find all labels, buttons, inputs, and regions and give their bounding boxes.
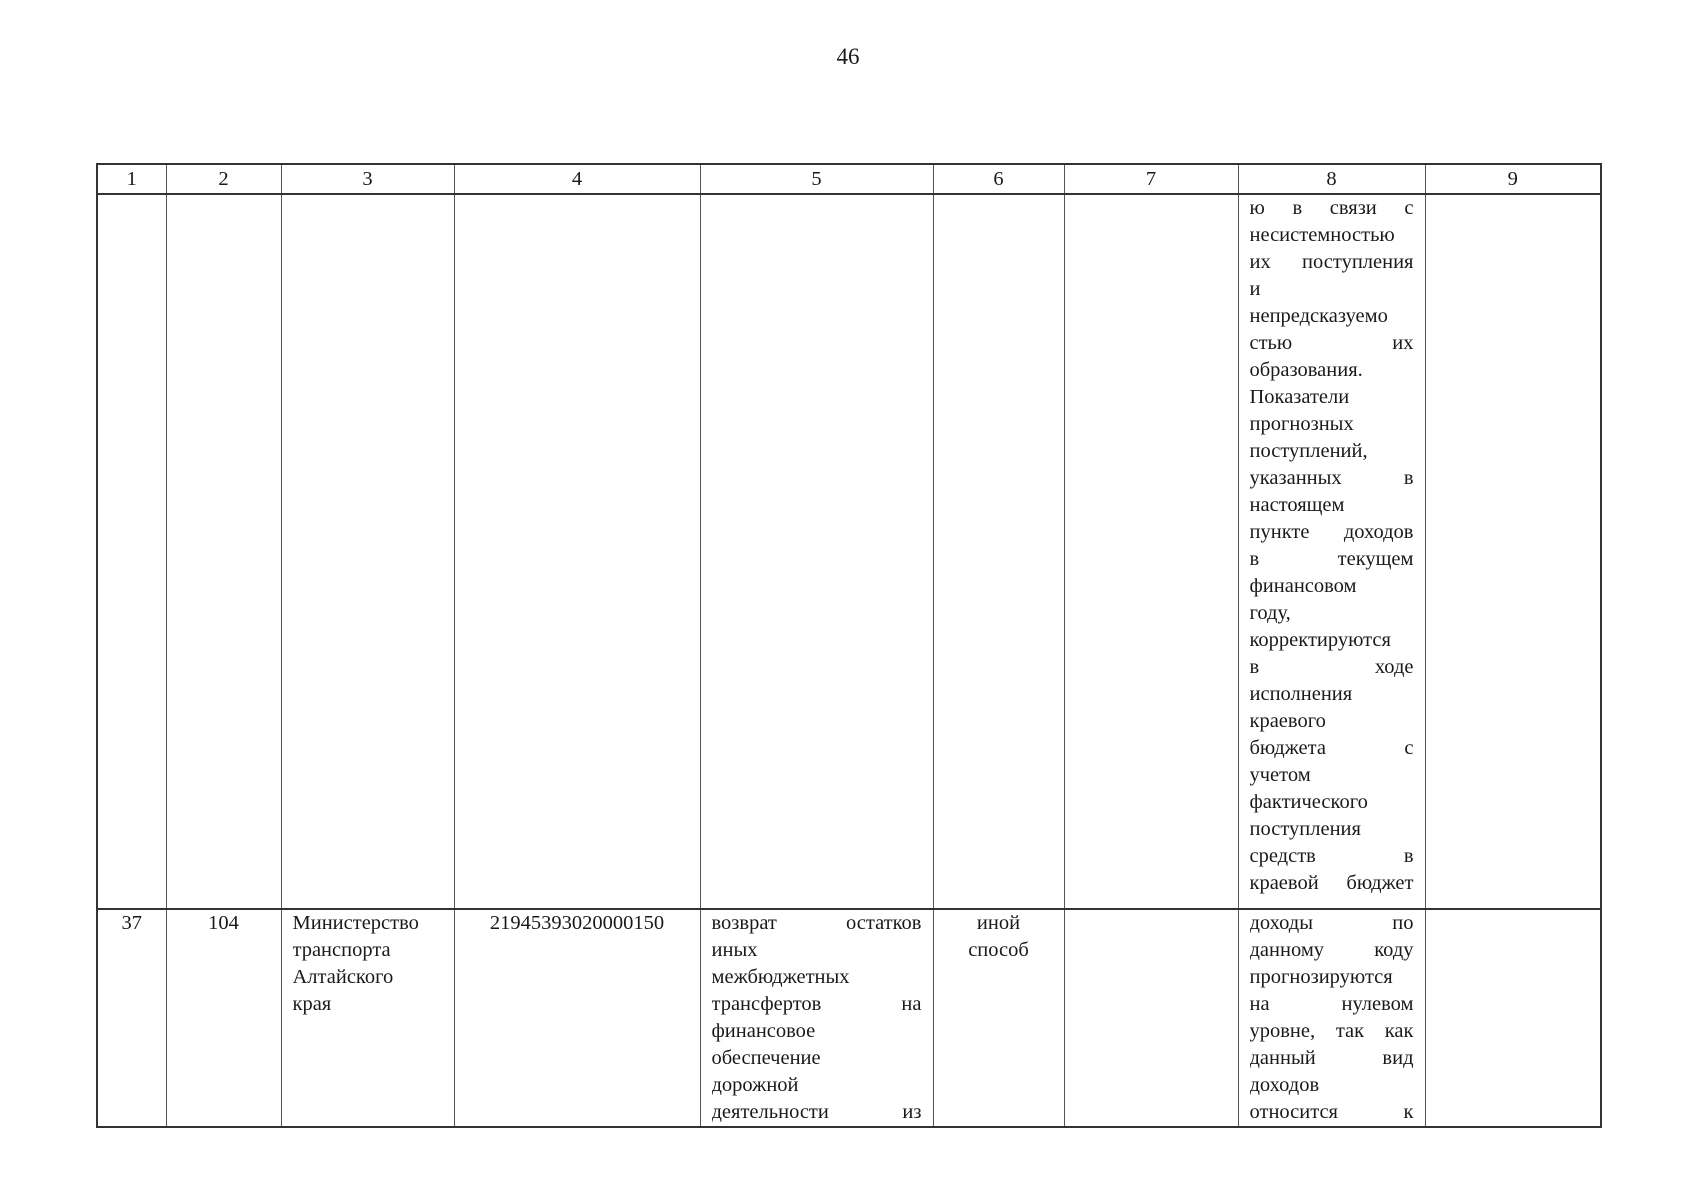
text-line: году, xyxy=(1249,602,1291,624)
text-line: деятельности из xyxy=(711,1101,922,1123)
header-col-3: 3 xyxy=(281,164,454,194)
cell-revenue-name xyxy=(700,909,933,1127)
text-line: способ xyxy=(968,939,1029,961)
text-line: относится к xyxy=(1249,1101,1414,1123)
cell xyxy=(454,194,700,909)
cell-administrator xyxy=(281,909,454,1127)
header-col-1: 1 xyxy=(97,164,166,194)
header-col-7: 7 xyxy=(1064,164,1238,194)
cell xyxy=(281,194,454,909)
justification-text xyxy=(1250,195,1414,897)
text-line: доходы по xyxy=(1249,912,1414,934)
text-line: обеспечение xyxy=(711,1047,821,1069)
text-line: исполнения xyxy=(1249,683,1353,705)
text-line: на нулевом xyxy=(1249,993,1414,1015)
revenue-name xyxy=(712,910,922,1126)
text-line: финансовое xyxy=(711,1020,816,1042)
text-line: Министерство xyxy=(292,912,419,934)
header-col-4: 4 xyxy=(454,164,700,194)
text-line: данному коду xyxy=(1249,939,1414,961)
cell-col7 xyxy=(1064,909,1238,1127)
text-line: межбюджетных xyxy=(711,966,850,988)
cell xyxy=(1064,194,1238,909)
text-line: доходов xyxy=(1249,1074,1320,1096)
header-col-5: 5 xyxy=(700,164,933,194)
forecast-method xyxy=(945,910,1053,964)
page-number: 46 xyxy=(836,44,860,69)
text-line: фактического xyxy=(1249,791,1368,813)
text-line: иной xyxy=(976,912,1021,934)
cell xyxy=(933,194,1064,909)
text-line: поступлений, xyxy=(1249,440,1368,462)
text-line: ю в связи с xyxy=(1249,197,1414,219)
text-line: стью их xyxy=(1249,332,1414,354)
text-line: указанных в xyxy=(1249,467,1414,489)
text-line: их поступления xyxy=(1249,251,1414,273)
text-line: образования. xyxy=(1249,359,1363,381)
cell-justification-text xyxy=(1238,194,1425,909)
header-col-8: 8 xyxy=(1238,164,1425,194)
header-col-9: 9 xyxy=(1425,164,1601,194)
text-line: краевого xyxy=(1249,710,1326,732)
table-row xyxy=(97,909,1601,1127)
text-line: в ходе xyxy=(1249,656,1414,678)
text-line: дорожной xyxy=(711,1074,799,1096)
justification-text xyxy=(1250,910,1414,1126)
cell-admin-code: 104 xyxy=(166,909,281,1127)
text-line: прогнозируются xyxy=(1249,966,1393,988)
text-line: в текущем xyxy=(1249,548,1414,570)
table-row-continuation xyxy=(97,194,1601,909)
text-line: данный вид xyxy=(1249,1047,1414,1069)
administrator-name xyxy=(293,910,443,1018)
text-line: финансовом xyxy=(1249,575,1357,597)
cell xyxy=(700,194,933,909)
text-line: корректируются xyxy=(1249,629,1391,651)
text-line: прогнозных xyxy=(1249,413,1354,435)
text-line: поступления xyxy=(1249,818,1361,840)
cell-forecast-method xyxy=(933,909,1064,1127)
text-line: несистемностью xyxy=(1249,224,1395,246)
cell xyxy=(166,194,281,909)
text-line: краевой бюджет xyxy=(1249,872,1414,894)
text-line: пункте доходов xyxy=(1249,521,1414,543)
text-line: уровне, так как xyxy=(1249,1020,1414,1042)
cell-justification-text xyxy=(1238,909,1425,1127)
cell-revenue-code: 21945393020000150 xyxy=(454,909,700,1127)
text-line: транспорта xyxy=(292,939,391,961)
cell-col9 xyxy=(1425,909,1601,1127)
header-col-2: 2 xyxy=(166,164,281,194)
text-line: средств в xyxy=(1249,845,1414,867)
text-line: Алтайского xyxy=(292,966,394,988)
text-line: настоящем xyxy=(1249,494,1345,516)
revenue-table xyxy=(96,163,1602,1128)
text-line: возврат остатков xyxy=(711,912,922,934)
text-line: иных xyxy=(711,939,758,961)
header-row xyxy=(97,164,1601,194)
text-line: трансфертов на xyxy=(711,993,922,1015)
cell-row-number: 37 xyxy=(97,909,166,1127)
cell xyxy=(97,194,166,909)
text-line: и xyxy=(1249,278,1261,300)
header-col-6: 6 xyxy=(933,164,1064,194)
text-line: Показатели xyxy=(1249,386,1350,408)
text-line: непредсказуемо xyxy=(1249,305,1388,327)
text-line: учетом xyxy=(1249,764,1311,786)
text-line: края xyxy=(292,993,332,1015)
cell xyxy=(1425,194,1601,909)
text-line: бюджета с xyxy=(1249,737,1414,759)
